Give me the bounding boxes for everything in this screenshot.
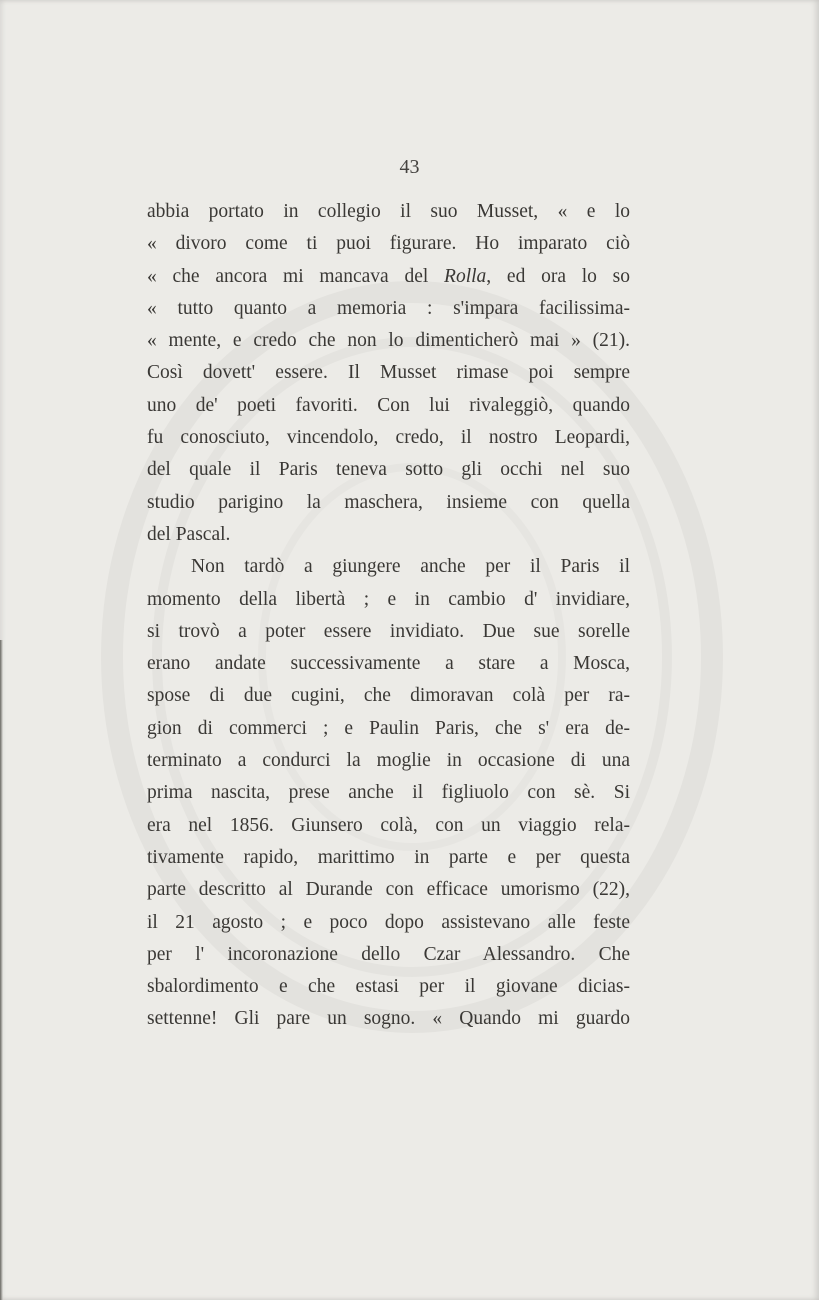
text-line: spose di due cugini, che dimoravan colà per ra- (147, 685, 630, 707)
text-line: sbalordimento e che estasi per il giovane dicias- (147, 976, 630, 998)
text-line: parte descritto al Durande con efficace umorismo (22), (147, 879, 630, 901)
text-line: « mente, e credo che non lo dimenticherò mai » (21). (147, 330, 630, 352)
text-line: del quale il Paris teneva sotto gli occhi nel suo (147, 459, 630, 481)
page-edge-shadow (0, 640, 3, 1300)
text-line: « che ancora mi mancava del Rolla, ed ora lo so (147, 265, 631, 287)
text-line: per l' incoronazione dello Czar Alessandro. Che (147, 943, 630, 965)
text-line: gion di commerci ; e Paulin Paris, che s' era de- (147, 717, 630, 739)
page-number: 43 (399, 156, 420, 178)
text-line: studio parigino la maschera, insieme con quella (147, 491, 630, 513)
text-line: Così dovett' essere. Il Musset rimase poi sempre (147, 362, 630, 384)
text-line: fu conosciuto, vincendolo, credo, il nostro Leopardi, (147, 427, 630, 449)
text-line: prima nascita, prese anche il figliuolo con sè. Si (147, 782, 630, 804)
text-line: si trovò a poter essere invidiato. Due sue sorelle (147, 620, 630, 642)
text-line: « tutto quanto a memoria : s'impara facilissima- (147, 297, 630, 319)
text-line: tivamente rapido, marittimo in parte e per questa (147, 846, 630, 868)
body-text (147, 196, 630, 1036)
text-line: del Pascal. (147, 523, 231, 545)
text-line: « divoro come ti puoi figurare. Ho imparato ciò (147, 233, 630, 255)
text-line: erano andate successivamente a stare a Mosca, (147, 653, 630, 675)
text-line: momento della libertà ; e in cambio d' invidiare, (147, 588, 630, 610)
text-line: settenne! Gli pare un sogno. « Quando mi guardo (147, 1008, 630, 1030)
text-line: il 21 agosto ; e poco dopo assistevano alle feste (147, 911, 630, 933)
text-line: era nel 1856. Giunsero colà, con un viaggio rela- (147, 814, 630, 836)
text-line-paragraph-start: Non tardò a giungere anche per il Paris il (191, 556, 630, 578)
text-line: terminato a condurci la moglie in occasione di una (147, 750, 630, 772)
text-line: uno de' poeti favoriti. Con lui rivaleggiò, quando (147, 394, 630, 416)
text-line: abbia portato in collegio il suo Musset, « e lo (147, 201, 630, 222)
